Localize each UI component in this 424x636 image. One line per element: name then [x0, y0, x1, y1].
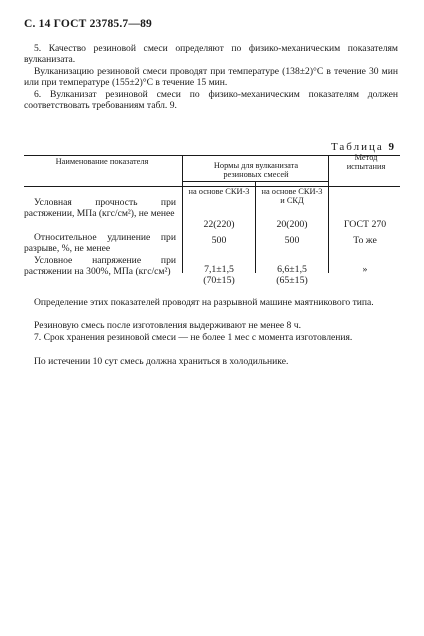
row-1-ski3-skd: 20(200)	[276, 219, 308, 230]
table-col-divider-3	[328, 155, 329, 273]
paragraph-cold-storage: По истечении 10 сут смесь должна храниться в холодильнике.	[34, 356, 289, 367]
row-2-ski3: 500	[211, 235, 227, 246]
paragraph-keeping: Резиновую смесь после изготовления выдерживают не менее 8 ч.	[34, 320, 301, 331]
row-1-method: ГОСТ 270	[343, 219, 387, 230]
table-caption: Таблица 9	[330, 141, 394, 153]
row-3-ski3-skd: 6,6±1,5	[277, 264, 307, 275]
row-3-name: Условное напряжение при растяжении на 300%, МПа (кгс/см²)	[24, 255, 176, 278]
header-norms: Нормы для вулканизата резиновых смесей	[213, 161, 299, 180]
header-method: Метод испытания	[346, 153, 386, 172]
table-col-divider-2	[255, 181, 256, 273]
row-2-method: То же	[353, 235, 377, 246]
table-col-divider-1	[182, 155, 183, 273]
header-ski3-skd: на основе СКИ-3 и СКД	[261, 187, 323, 206]
row-1-name: Условная прочность при растяжении, МПа (кгс/см²), не менее	[24, 197, 176, 220]
header-ski3: на основе СКИ-3	[188, 187, 250, 196]
paragraph-definition: Определение этих показателей проводят на разрывной машине маятникового типа.	[34, 297, 374, 308]
paragraph-5: 5. Качество резиновой смеси определяют по физико-механическим показателям вулканизата.	[24, 43, 398, 66]
row-2-name: Относительное удлинение при разрыве, %, не менее	[24, 232, 176, 255]
row-3-method: »	[362, 264, 368, 275]
row-3-ski3-alt: (70±15)	[203, 275, 235, 286]
header-name: Наименование показателя	[55, 157, 149, 166]
paragraph-6: 6. Вулканизат резиновой смеси по физико-механическим показателям должен соответствовать требованиям табл. 9.	[24, 89, 398, 112]
row-3-ski3: 7,1±1,5	[204, 264, 234, 275]
paragraph-vulcanization: Вулканизацию резиновой смеси проводят при температуре (138±2)°C в течение 30 мин или при температуре (155±2)°C в течение 15 мин.	[24, 66, 398, 89]
row-2-ski3-skd: 500	[284, 235, 300, 246]
page-header: С. 14 ГОСТ 23785.7—89	[24, 18, 152, 30]
row-3-ski3-skd-alt: (65±15)	[276, 275, 308, 286]
paragraph-7: 7. Срок хранения резиновой смеси — не более 1 мес с момента изготовления.	[34, 332, 353, 343]
row-1-ski3: 22(220)	[203, 219, 235, 230]
